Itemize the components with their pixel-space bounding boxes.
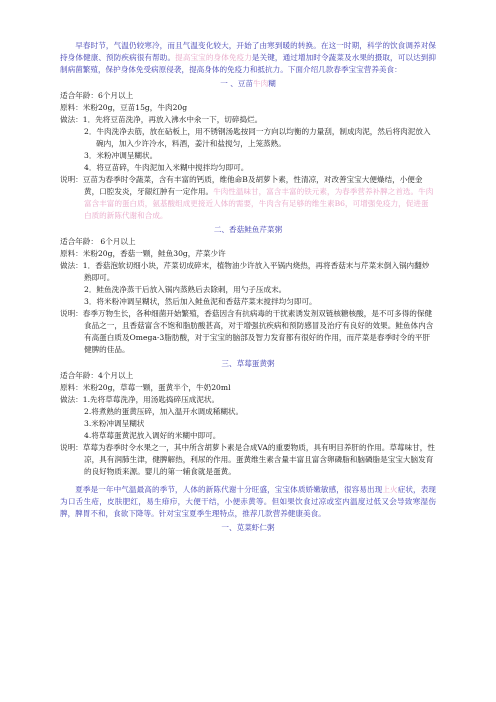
recipe-3-note-text: 草莓为春季时令水果之一，其中所含胡萝卜素是合成VA的重要物质，具有明目养肝的作用。草莓味甘，性凉，具有润肺生津，健脾解热，利尿的作用。蛋黄维生素含量丰富且富含卵磷脂和脑磷脂是宝宝大脑发育的良好物质来源。婴儿的第一辅食就是蛋黄。 — [82, 443, 435, 476]
recipe-1-title-suffix: 糊 — [268, 79, 276, 88]
recipe-1-note-highlight: 牛肉性温味甘，富含丰富的铁元素，为春季营养补脾之首选。牛肉富含丰富的蛋白质，氨基酸组成更接近人体的需要，牛肉含有足够的维生素B6，可增强免疫力，促进蛋白质的新陈代谢和合成。 — [84, 187, 434, 220]
intro-paragraph — [60, 40, 436, 76]
recipe-2-step-3: 3．将米粉冲调呈糊状，然后加入鲑鱼泥和香菇芹菜末搅拌均匀即可。 — [84, 297, 317, 306]
recipe-3-steps-label: 做法： — [60, 395, 83, 404]
recipe-2-step-2: 2．鲑鱼洗净蒸干后放入锅内蒸熟后去除刺，用勺子压成末。 — [84, 285, 287, 294]
recipe-1-title-text: 一 、豆苗 — [220, 79, 253, 88]
recipe-2-note — [60, 308, 436, 356]
recipe-2-note-text: 春季万物生长，各种细菌开始繁殖，香菇因含有抗病毒的干扰素诱发剂双链核糖核酸，是不可多得的保健食品之一，且香菇富含不饱和脂肪酸甚高，对于增强抗疾病和预防感冒及治疗有良好的效果。鲑鱼体内含有高蛋白质及Omega-3脂肪酸，对于宝宝的脑部及智力发育都有很好的作用，而芹菜是春季时令的平肝健脾的佳品。 — [82, 309, 434, 354]
recipe-3-age: 适合年龄：4个月以上 — [60, 371, 134, 380]
recipe-4-title: 一、苋菜虾仁粥 — [221, 523, 275, 532]
recipe-2-step-1-text: 1．香菇泡软切细小块，芹菜切成碎末，植物油少许放入平锅内烧热，再将香菇末与芹菜末倒入锅内翻炒熟即可。 — [82, 261, 430, 282]
intro-highlight: 提高宝宝的身体免疫力 — [175, 53, 252, 62]
document-page — [60, 40, 436, 534]
summer-text-2: 症状，表现为口舌生疮，皮肤肥红，易生痱疖，大便干结，小便赤黄等。但如果饮食过凉或室内温度过低又会导致寒湿伤脾，脾胃不和，食欲下降等。针对宝宝夏季生理特点，推荐几款营养健康美食。 — [60, 485, 437, 518]
recipe-1-title-highlight: 牛肉 — [253, 79, 269, 88]
recipe-1-steps-label: 做法： — [60, 115, 83, 124]
recipe-1-step-2: 2．牛肉洗净去筋，放在砧板上，用不锈钢汤匙按同一方向以均衡的力量刮，制成肉泥，然后将肉泥放入碗内，加入少许冷水，料酒，姜汁和盐搅匀，上笼蒸熟。 — [84, 127, 431, 148]
recipe-1-title — [60, 78, 436, 90]
recipe-2-title: 二、香菇鲑鱼芹菜粥 — [213, 225, 283, 234]
recipe-2-note-label: 说明： — [60, 309, 83, 318]
intro-text-2: 是关键，通过增加时令蔬菜及水果的摄取，可以达到抑制病菌繁殖，保护身体免受病原侵袭，提高身体的免疫力和抵抗力。下面介绍几款春季宝宝营养美食： — [60, 53, 437, 74]
recipe-3-note — [60, 442, 436, 478]
recipe-1-note — [60, 174, 436, 222]
recipe-1-age: 适合年龄：6个月以上 — [60, 91, 134, 100]
recipe-3-step-1-text: 1.先将草莓洗净，用汤匙捣碎压成泥状。 — [82, 395, 220, 404]
recipe-1-ingredients: 原料：米粉20g，豆苗15g，牛肉20g — [60, 103, 188, 112]
recipe-3-title: 三、草莓蛋黄粥 — [221, 359, 275, 368]
recipe-1-note-text: 豆苗为春季时令蔬菜，含有丰富的钙质，维他命B及胡萝卜素，性清凉，对改善宝宝大便燥结，小便金黄，口腔发炎，牙龈红肿有一定作用。 — [82, 175, 423, 196]
recipe-3-step-3: 3.米粉冲调呈糊状 — [84, 419, 145, 428]
recipe-3-step-4: 4.将草莓蛋黄泥放入调好的米糊中即可。 — [84, 431, 221, 440]
recipe-1-step-4: 4．将豆苗碎，牛肉泥加入米糊中搅拌均匀即可。 — [84, 163, 249, 172]
recipe-3-note-label: 说明： — [60, 443, 83, 452]
recipe-2-ingredients: 原料：米粉20g，香菇一颗，鲑鱼30g，芹菜少许 — [60, 249, 226, 258]
recipe-2-age: 适合年龄： 6个月以上 — [60, 237, 136, 246]
recipe-2-step-1 — [60, 260, 436, 284]
summer-paragraph — [60, 484, 436, 520]
recipe-3-step-2: 2.将煮熟的蛋黄压碎，加入温开水调成稀糊状。 — [84, 407, 244, 416]
recipe-2-steps-label: 做法： — [60, 261, 83, 270]
intro-text-1: 早春时节，气温仍较寒冷，而且气温变化较大，开始了由寒到暖的转换。在这一时期，科学的饮食调养对保持身体健康、预防疾病很有帮助。 — [60, 41, 436, 62]
recipe-3-step-1 — [60, 394, 436, 406]
summer-text-1: 夏季是一年中气温最高的季节，人体的新陈代谢十分旺盛，宝宝体质娇嫩敏感，很容易出现 — [75, 485, 383, 494]
recipe-1-note-label: 说明： — [60, 175, 83, 184]
recipe-1-step-1-text: 1．先将豆苗洗净，再放入沸水中氽一下，切碎捣烂。 — [82, 115, 263, 124]
recipe-1-step-3: 3．米粉冲调呈糊状。 — [84, 151, 158, 160]
recipe-1-step-1 — [60, 114, 436, 126]
summer-highlight: 上火 — [382, 485, 398, 494]
recipe-3-ingredients: 原料：米粉20g，草莓一颗，蛋黄半个，牛奶20ml — [60, 383, 231, 392]
